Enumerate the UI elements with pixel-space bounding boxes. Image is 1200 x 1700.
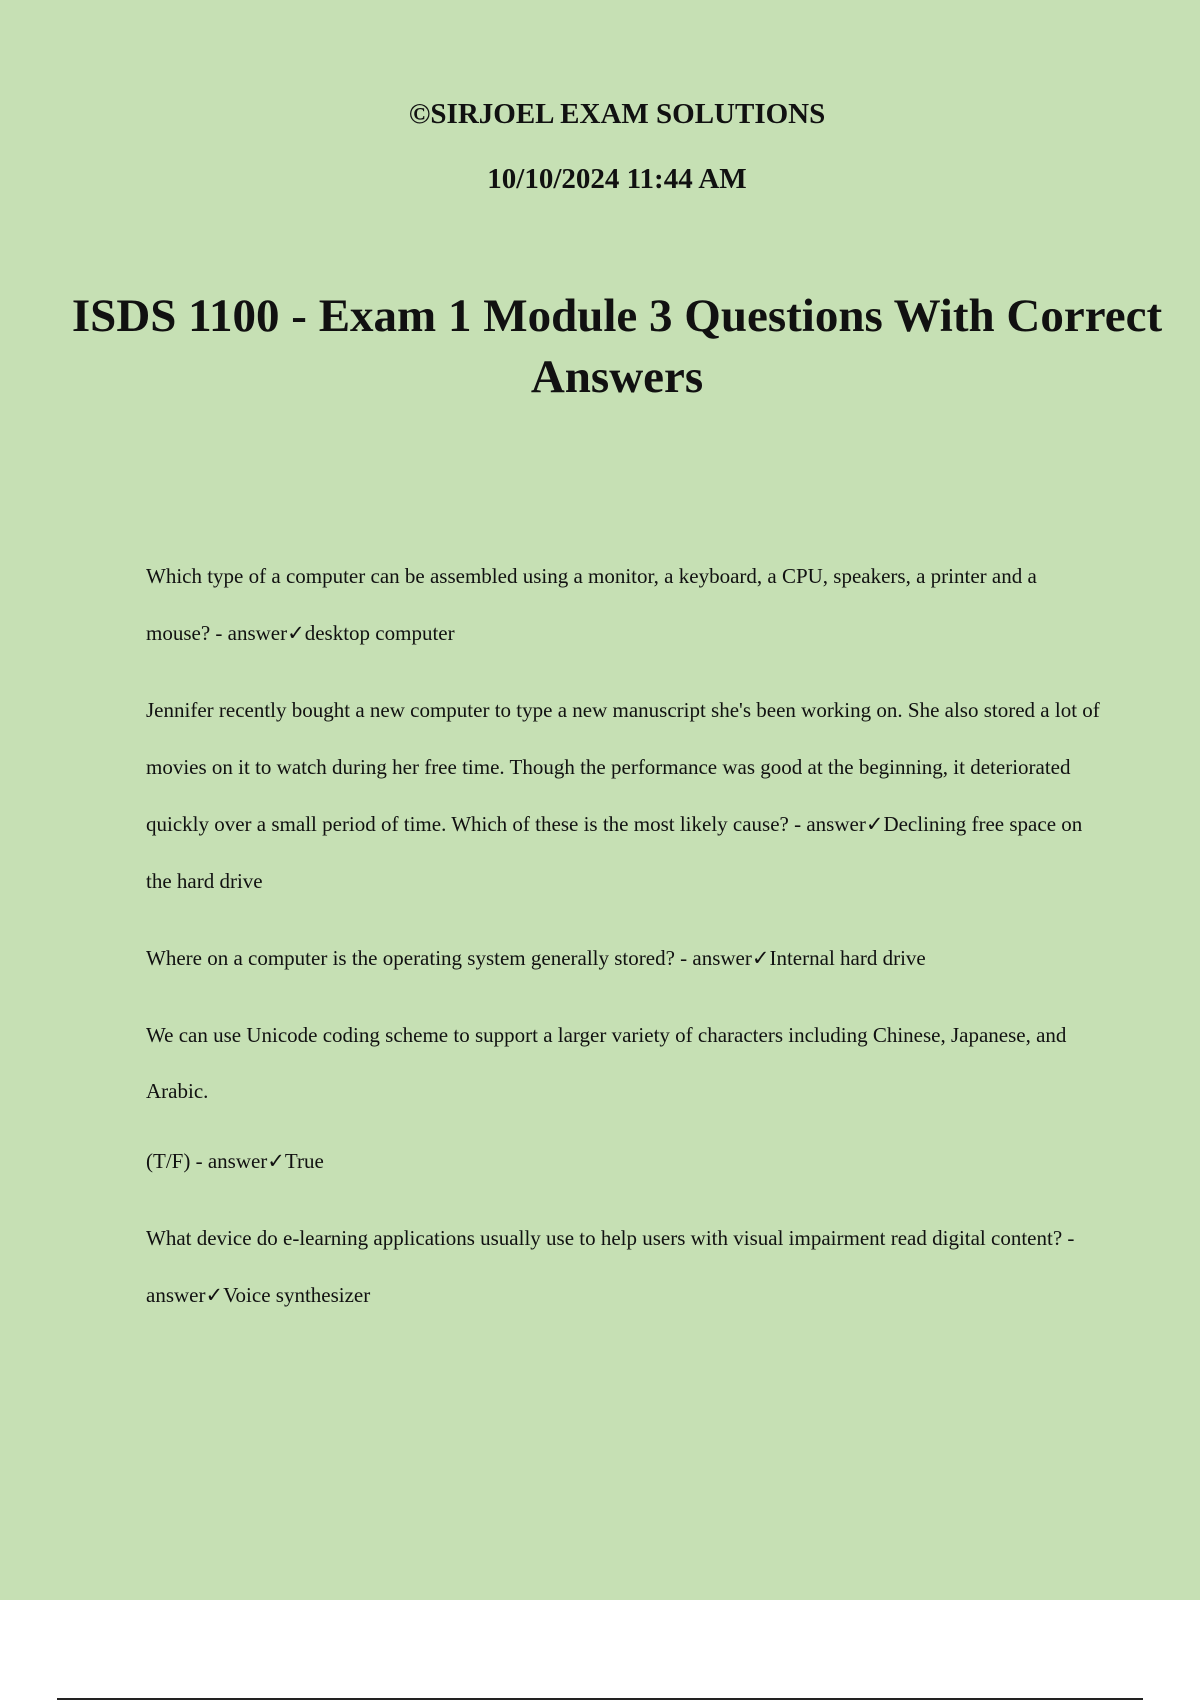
answer-text: desktop computer bbox=[304, 621, 455, 645]
company-header: ©SIRJOEL EXAM SOLUTIONS bbox=[408, 98, 826, 130]
qa-item-1 bbox=[146, 548, 1106, 662]
qa-item-4-statement bbox=[146, 1007, 1106, 1119]
question-text: Where on a computer is the operating system generally stored? - answer bbox=[146, 946, 752, 970]
check-icon: ✓ bbox=[865, 812, 884, 836]
document-datetime: 10/10/2024 11:44 AM bbox=[487, 163, 747, 195]
check-icon: ✓ bbox=[205, 1283, 224, 1307]
document-title: ISDS 1100 - Exam 1 Module 3 Questions With Correct Answers bbox=[71, 290, 1163, 403]
answer-text: True bbox=[284, 1149, 324, 1173]
qa-item-5 bbox=[146, 1210, 1106, 1324]
qa-item-2 bbox=[146, 682, 1106, 910]
check-icon: ✓ bbox=[267, 1149, 285, 1173]
answer-text: Voice synthesizer bbox=[223, 1283, 371, 1307]
statement-text: We can use Unicode coding scheme to support a larger variety of characters including Chinese, Japanese, and Arabic. bbox=[146, 1023, 1067, 1103]
question-text: What device do e-learning applications usually use to help users with visual impairment read digital content? - answer bbox=[146, 1226, 1075, 1307]
question-text: Which type of a computer can be assembled using a monitor, a keyboard, a CPU, speakers, a printer and a mouse? - answer bbox=[146, 564, 1037, 645]
question-text: Jennifer recently bought a new computer to type a new manuscript she's been working on. She also stored a lot of movies on it to watch during her free time. Though the performance was good at the beginning, it deteriorated quickly over a small period of time. Which of these is the most likely cause? - answer bbox=[146, 698, 1100, 836]
qa-item-4 bbox=[146, 1133, 1106, 1190]
answer-text: Declining free space on the hard drive bbox=[146, 812, 1083, 893]
question-text: (T/F) - answer bbox=[146, 1149, 268, 1173]
qa-list bbox=[146, 548, 1106, 1344]
answer-text: Internal hard drive bbox=[769, 946, 926, 970]
qa-item-3 bbox=[146, 930, 1106, 987]
check-icon: ✓ bbox=[751, 946, 770, 970]
check-icon: ✓ bbox=[287, 621, 305, 645]
